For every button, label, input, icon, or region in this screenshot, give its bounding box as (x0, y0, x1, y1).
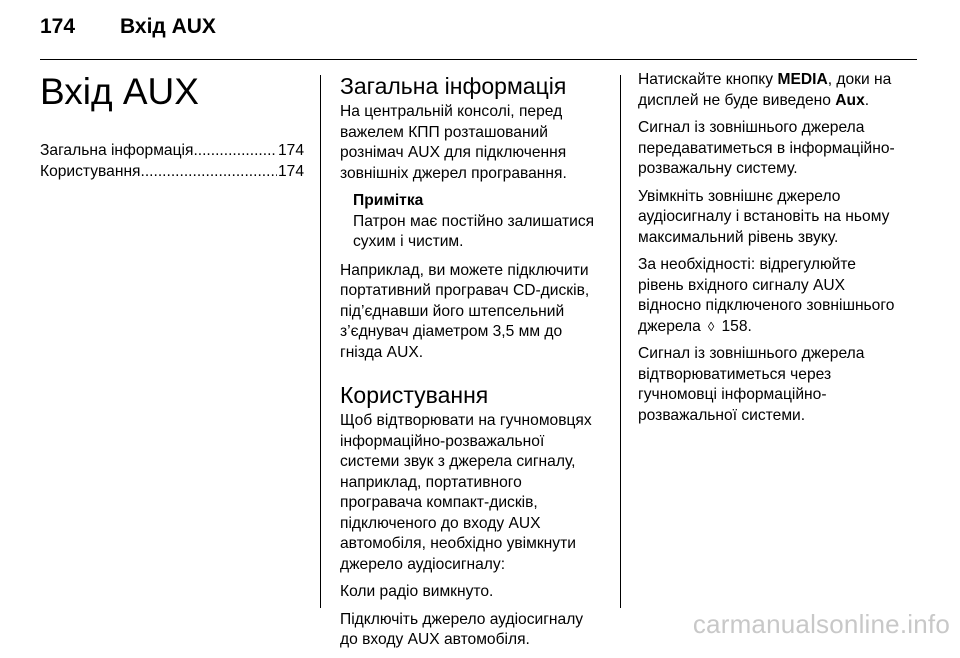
chapter-title: Вхід AUX (40, 71, 199, 112)
note-text: Патрон має постійно залишатися сухим і чистим. (353, 212, 595, 250)
paragraph (638, 70, 902, 111)
paragraph: Наприклад, ви можете підключити портативний програвач CD-дисків, під’єднавши його штепсельний з’єднувач діаметром 3,5 мм до гнізда AUX. (340, 261, 590, 361)
aux-display-label: Aux (835, 91, 865, 109)
header-divider (40, 59, 917, 60)
column-divider (320, 75, 321, 608)
toc-entry-label: Загальна інформація (40, 142, 194, 159)
page-reference-icon: ◊ (707, 318, 715, 334)
paragraph: Увімкніть зовнішнє джерело аудіосигналу і встановіть на ньому максимальний рівень звуку. (638, 187, 890, 246)
toc-entry-page: 174 (277, 142, 304, 159)
paragraph: Сигнал із зовнішнього джерела відтворюватиметься через гучномовці інформаційно-розважальної системи. (638, 345, 865, 424)
text-run: . (864, 91, 870, 109)
section-heading-usage: Користування (340, 382, 489, 408)
toc-entry[interactable] (40, 161, 304, 182)
toc-leader-dots (193, 140, 277, 161)
header-title: Вхід AUX (120, 15, 216, 38)
toc-entry[interactable] (40, 140, 304, 161)
watermark: carmanualsonline.info (692, 609, 950, 639)
text-run: , доки на дисплей не буде виведено (638, 71, 892, 109)
note-box (353, 191, 604, 253)
toc-entry-label: Користування (40, 163, 141, 180)
column-toc (40, 70, 304, 182)
text-run: Натискайте кнопку (638, 71, 778, 88)
media-button-label: MEDIA (777, 71, 828, 88)
note-title: Примітка (353, 192, 424, 209)
paragraph: Підключіть джерело аудіосигналу до входу AUX автомобіля. (340, 610, 584, 648)
column-divider (620, 75, 621, 608)
paragraph: Щоб відтворювати на гучномовцях інформаційно-розважальної системи звук з джерела сигналу, наприклад, портативного програвача компакт-дисків, підключеного до входу AUX автомобіля, необхідно увімкнути джерело аудіосигналу: (340, 412, 592, 573)
text-run: За необхідності: відрегулюйте рівень вхідного сигналу AUX відносно підключеного зовнішнього джерела (638, 256, 895, 335)
column-instructions (638, 70, 902, 433)
paragraph: На центральній консолі, перед важелем КПП розташований рознімач AUX для підключення зовнішніх джерел програвання. (340, 103, 567, 182)
section-heading-general-info: Загальна інформація (340, 73, 567, 99)
paragraph: Коли радіо вимкнуто. (340, 583, 494, 600)
paragraph: Сигнал із зовнішнього джерела передаватиметься в інформаційно-розважальну систему. (638, 119, 895, 177)
column-general-info (340, 70, 604, 658)
toc-leader-dots (141, 161, 277, 182)
toc-entry-page: 174 (277, 163, 304, 180)
page-reference[interactable]: 158. (717, 317, 752, 335)
page-number: 174 (40, 15, 76, 38)
paragraph (638, 255, 902, 337)
